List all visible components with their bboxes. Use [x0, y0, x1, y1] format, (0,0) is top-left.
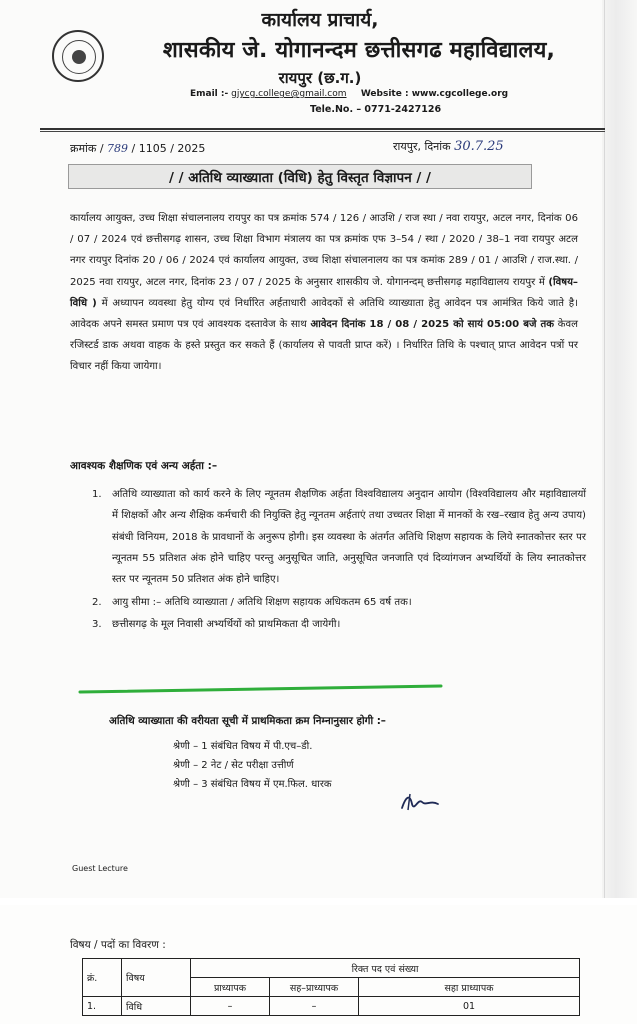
telephone: Tele.No. – 0771-2427126 — [310, 104, 442, 115]
scan-edge-shadow — [602, 0, 637, 898]
handwritten-date: 30.7.25 — [454, 139, 504, 154]
page-gap — [0, 898, 637, 905]
priority-category-3: श्रेणी – 3 संबंधित विषय में एम.फिल. धारक — [173, 779, 332, 790]
item-text: अतिथि व्याख्याता को कार्य करने के लिए न्यूनतम शैक्षणिक अर्हता विश्वविद्यालय अनुदान आयोग (विश्वविद्यालय और महाविद्यालयों में शिक्षकों और अन्य शैक्षिक कर्मचारी की नियुक्ति हेतु न्यूनतम अर्हताएं तथा उच्चतर शिक्षा में मानकों के रख–रखाव हेतु अन्य उपाय) संबंधी विनियम, 2018 के प्रावधानों के अनुरूप होगी। इस व्यवस्था के अंतर्गत अतिथि शिक्षण सहायक के लिये स्नातकोत्तर स्तर पर न्यूनतम 55 प्रतिशत अंक होने चाहिए परन्तु अनुसूचित जाति, अनुसूचित जनजाति एवं दिव्यांगजन अभ्यर्थियों के लिय स्नातकोत्तर स्तर पर न्यूनतम 50 प्रतिशत अंक होने चाहिए। — [112, 489, 586, 586]
email-address[interactable]: gjycg.college@gmail.com — [231, 89, 347, 99]
body-part-3: केवल रजिस्टर्ड डाक अथवा वाहक के हस्ते प्रस्तुत कर सकते हैं (कार्यालय से पावती प्राप्त करें) । निर्धारित तिथि के पश्चात् प्राप्त आवेदन पत्रों पर विचार नहीं किया जायेगा। — [70, 319, 578, 373]
priority-category-2: श्रेणी – 2 नेट / सेट परीक्षा उत्तीर्ण — [173, 760, 294, 771]
body-paragraph — [70, 208, 578, 378]
scan-edge-line — [604, 0, 605, 898]
item-number: 2. — [92, 597, 102, 609]
subject-bold: (विषय–विधि ) — [70, 276, 578, 309]
priority-heading: अतिथि व्याख्याता की वरीयता सूची में प्राथमिकता क्रम निम्नानुसार होगी :– — [109, 715, 386, 727]
contact-line — [190, 89, 508, 99]
item-number: 3. — [92, 619, 102, 631]
row-subject: विधि — [122, 997, 191, 1016]
website[interactable]: Website : www.cgcollege.org — [360, 89, 509, 99]
header-divider — [40, 128, 605, 130]
item-number: 1. — [92, 489, 102, 500]
list-item — [92, 594, 586, 612]
body-part-2: में अध्यापन व्यवस्था हेतु योग्य एवं निर्धारित अर्हताधारी आवेदकों से अतिथि व्याख्याता हेतु आवेदन पत्र आमंत्रित किये जाते है। आवेदक अपने समस्त प्रमाण पत्र एवं आवश्यक दस्तावेज के साथ — [70, 297, 578, 331]
table-row — [83, 997, 580, 1016]
col-professor: प्राध्यापक — [191, 978, 270, 997]
col-group-header: रिक्त पद एवं संख्या — [191, 959, 580, 978]
handwritten-number: 789 — [107, 142, 129, 155]
reference-number: क्रमांक / 789 / 1105 / 2025 — [70, 142, 206, 155]
priority-category-1: श्रेणी – 1 संबंधित विषय में पी.एच–डी. — [173, 741, 313, 752]
letter-date — [393, 139, 504, 154]
row-associate: – — [270, 997, 359, 1016]
col-associate-professor: सह–प्राध्यापक — [270, 978, 359, 997]
col-assistant-professor: सहा प्राध्यापक — [359, 978, 580, 997]
row-professor: – — [191, 997, 270, 1016]
reference-label: क्रमांक — [70, 142, 97, 155]
body-part-1: कार्यालय आयुक्त, उच्च शिक्षा संचालनालय रायपुर का पत्र क्रमांक 574 / 126 / आउशि / राज स्था / नवा रायपुर, अटल नगर, दिनांक 06 / 07 / 2024 एवं छत्तीसगढ़ शासन, उच्च शिक्षा विभाग मंत्रालय का पत्र क्रमांक एफ 3–54 / स्था / 2020 / 38–1 नवा रायपुर अटल नगर रायपुर दिनांक 20 / 06 / 2024 एवं कार्यालय आयुक्त, उच्च शिक्षा संचालनालय का पत्र कमांक 289 / 01 / आउशि / राज.स्था. / 2025 नवा रायपुर, अटल नगर, दिनांक 23 / 07 / 2025 के अनुसार शासकीय जे. योगानन्दम् छत्तीसगढ़ महाविद्यालय रायपुर में — [70, 213, 578, 288]
row-sr: 1. — [83, 997, 122, 1016]
list-item — [92, 616, 586, 634]
header-divider-thin — [40, 131, 605, 132]
posts-heading: विषय / पदों का विवरण : — [70, 939, 166, 951]
college-emblem-icon — [52, 30, 104, 82]
email-label: Email :- — [190, 89, 229, 99]
signature-icon — [398, 788, 442, 816]
date-label: रायपुर, दिनांक — [393, 140, 451, 153]
office-title: कार्यालय प्राचार्य, — [261, 9, 379, 31]
row-assistant: 01 — [359, 997, 580, 1016]
green-highlight-underline — [78, 684, 443, 694]
qualifications-list — [92, 484, 586, 634]
deadline-bold: आवेदन दिनांक 18 / 08 / 2025 को सायं 05:00 बजे तक — [310, 319, 555, 331]
college-city: रायपुर (छ.ग.) — [278, 69, 362, 87]
item-text: आयु सीमा :– अतिथि व्याख्याता / अतिथि शिक्षण सहायक अधिकतम 65 वर्ष तक। — [112, 597, 412, 609]
reference-rest: / 1105 / 2025 — [131, 142, 206, 155]
col-sr-header: क्रं. — [83, 959, 122, 997]
qualifications-heading: आवश्यक शैक्षणिक एवं अन्य अर्हता :– — [70, 460, 218, 472]
item-text: छत्तीसगढ़ के मूल निवासी अभ्यर्थियों को प्राथमिकता दी जायेगी। — [112, 619, 341, 631]
list-item — [92, 484, 586, 590]
posts-table — [82, 958, 580, 1016]
footer-note: Guest Lecture — [72, 864, 128, 873]
col-subject-header: विषय — [122, 959, 191, 997]
college-name: शासकीय जे. योगानन्दम छत्तीसगढ महाविद्यालय, — [162, 38, 556, 63]
advertisement-title: / / अतिथि व्याख्याता (विधि) हेतु विस्तृत विज्ञापन / / — [169, 170, 431, 186]
